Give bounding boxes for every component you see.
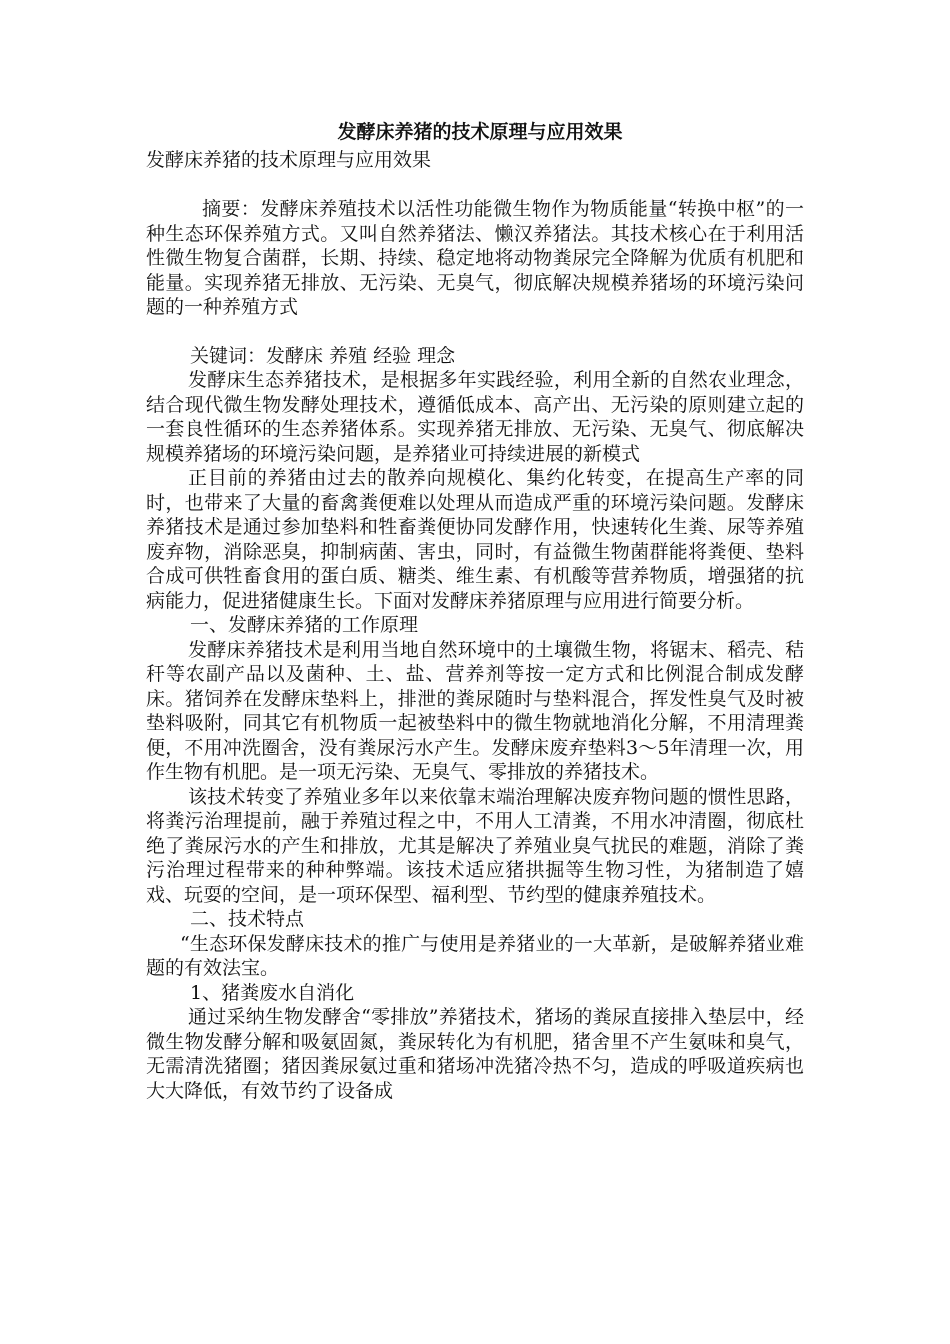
principle-paragraph: 发酵床养猪技术是利用当地自然环境中的土壤微生物，将锯末、稻壳、秸秆等农副产品以及菌种、土、盐、营养剂等按一定方式和比例混合制成发酵床。猪饲养在发酵床垫料上，排泄的粪尿随时与垫料混合，挥发性臭气及时被垫料吸附，同其它有机物质一起被垫料中的微生物就地消化分解，不用清理粪便，不用冲洗圈舍，没有粪尿污水产生。发酵床废弃垫料3～5年清理一次，用作生物有机肥。是一项无污染、无臭气、零排放的养猪技术。 (146, 638, 804, 783)
features-quote-paragraph: “生态环保发酵床技术的推广与使用是养猪业的一大革新，是破解养猪业难题的有效法宝。 (146, 932, 804, 979)
abstract-paragraph: 摘要：发酵床养殖技术以活性功能微生物作为物质能量“转换中枢”的一种生态环保养殖方式。又叫自然养猪法、懒汉养猪法。其技术核心在于利用活性微生物复合菌群，长期、持续、稳定地将动物粪尿完全降解为优质有机肥和能量。实现养猪无排放、无污染、无臭气，彻底解决规模养猪场的环境污染问题的一种养殖方式 (146, 198, 804, 318)
section-heading-principle: 一、发酵床养猪的工作原理 (190, 614, 419, 636)
background-paragraph: 正目前的养猪由过去的散养向规模化、集约化转变，在提高生产率的同时，也带来了大量的畜禽粪便难以处理从而造成严重的环境污染问题。发酵床养猪技术是通过参加垫料和牲畜粪便协同发酵作用，快速转化生粪、尿等养殖废弃物，消除恶臭，抑制病菌、害虫，同时，有益微生物菌群能将粪便、垫料合成可供牲畜食用的蛋白质、糖类、维生素、有机酸等营养物质，增强猪的抗病能力，促进猪健康生长。下面对发酵床养猪原理与应用进行简要分析。 (146, 467, 804, 612)
principle-paragraph-2: 该技术转变了养殖业多年以来依靠末端治理解决废弃物问题的惯性思路，将粪污治理提前，融于养殖过程之中，不用人工清粪，不用水冲清圈，彻底杜绝了粪尿污水的产生和排放，尤其是解决了养殖业臭气扰民的难题，消除了粪污治理过程带来的种种弊端。该技术适应猪拱掘等生物习性，为猪制造了嬉戏、玩耍的空间，是一项环保型、福利型、节约型的健康养殖技术。 (146, 785, 804, 906)
intro-paragraph: 发酵床生态养猪技术，是根据多年实践经验，利用全新的自然农业理念，结合现代微生物发酵处理技术，遵循低成本、高产出、无污染的原则建立起的一套良性循环的生态养猪体系。实现养猪无排放、无污染、无臭气、彻底解决规模养猪场的环境污染问题，是养猪业可持续进展的新模式 (146, 369, 804, 465)
waste-paragraph: 通过采纳生物发酵舍“零排放”养猪技术，猪场的粪尿直接排入垫层中，经微生物发酵分解和吸氨固氮，粪尿转化为有机肥，猪舍里不产生氨味和臭气，无需清洗猪圈；猪因粪尿氨过重和猪场冲洗猪冷热不匀，造成的呼吸道疾病也大大降低，有效节约了设备成 (146, 1006, 804, 1102)
document-subtitle: 发酵床养猪的技术原理与应用效果 (146, 149, 432, 171)
document-page (146, 118, 804, 1103)
document-title: 发酵床养猪的技术原理与应用效果 (337, 121, 623, 143)
subsection-heading-waste: 1、猪粪废水自消化 (190, 981, 355, 1004)
keywords-line: 关键词：发酵床 养殖 经验 理念 (190, 344, 456, 367)
section-heading-features: 二、技术特点 (190, 908, 305, 930)
